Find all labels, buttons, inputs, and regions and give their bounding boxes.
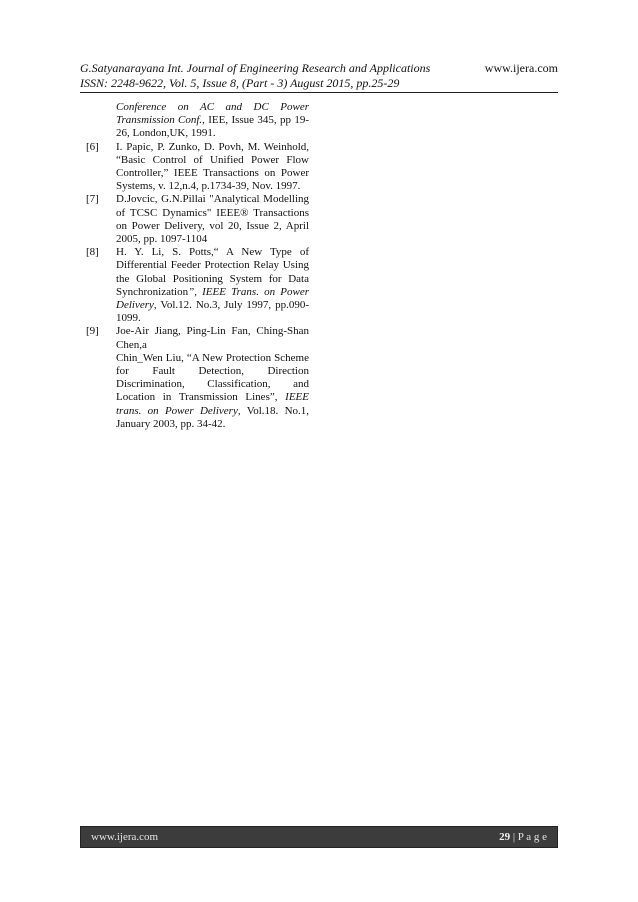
reference-continued (86, 101, 309, 141)
header-divider (80, 92, 558, 93)
reference-number: [7] (86, 193, 99, 206)
footer-website: www.ijera.com (91, 831, 159, 843)
reference-details: , Vol.18. No.1, January 2003, pp. 34-42. (116, 404, 310, 430)
reference-venue: Conference on AC and DC Power Transmission Conf. (116, 101, 309, 127)
reference-text: Chin_Wen Liu, “A New Protection Scheme for Fault Detection, Direction Discrimination, Classification, and Location in Transmission Lines”, (116, 351, 309, 404)
page-label: | P a g e (510, 831, 547, 843)
reference-text: H. Y. Li, S. Potts,“ A New Type of Differential Feeder Protection Relay Using the Global Positioning System for Data Synchronization (116, 246, 309, 298)
reference-7 (86, 193, 309, 246)
reference-details: , Vol.12. No.3, July 1997, pp.090-1099. (116, 299, 309, 325)
reference-list (86, 101, 309, 431)
reference-number: [8] (86, 246, 99, 259)
issn-line: ISSN: 2248-9622, Vol. 5, Issue 8, (Part - 3) August 2015, pp.25-29 (80, 76, 400, 90)
page-number-block (499, 831, 547, 843)
reference-authors: Joe-Air Jiang, Ping-Lin Fan, Ching-Shan Chen,a (116, 325, 309, 351)
reference-6 (86, 141, 309, 194)
header-website: www.ijera.com (484, 61, 558, 75)
reference-number: [6] (86, 140, 99, 153)
reference-details: , IEE, Issue 345, pp 19-26, London,UK, 1991. (116, 114, 309, 140)
page-number: 29 (499, 831, 511, 843)
reference-venue: IEEE trans. on Power Delivery (116, 391, 309, 417)
reference-8 (86, 246, 309, 325)
reference-venue: ”, IEEE Trans. on Power Delivery (116, 285, 309, 312)
journal-citation-line: G.Satyanarayana Int. Journal of Engineering Research and Applications (80, 61, 431, 75)
reference-text: I. Papic, P. Zunko, D. Povh, M. Weinhold, “Basic Control of Unified Power Flow Controller,” IEEE Transactions on Power Systems, v. 12,n.4, p.1734-39, Nov. 1997. (116, 140, 309, 193)
reference-text: D.Jovcic, G.N.Pillai "Analytical Modelling of TCSC Dynamics" IEEE® Transactions on Power Delivery, vol 20, Issue 2, April 2005, pp. 1097-1104 (116, 193, 309, 246)
reference-number: [9] (86, 325, 99, 338)
page-footer (80, 826, 558, 848)
running-header (80, 61, 520, 91)
reference-9 (86, 325, 309, 431)
